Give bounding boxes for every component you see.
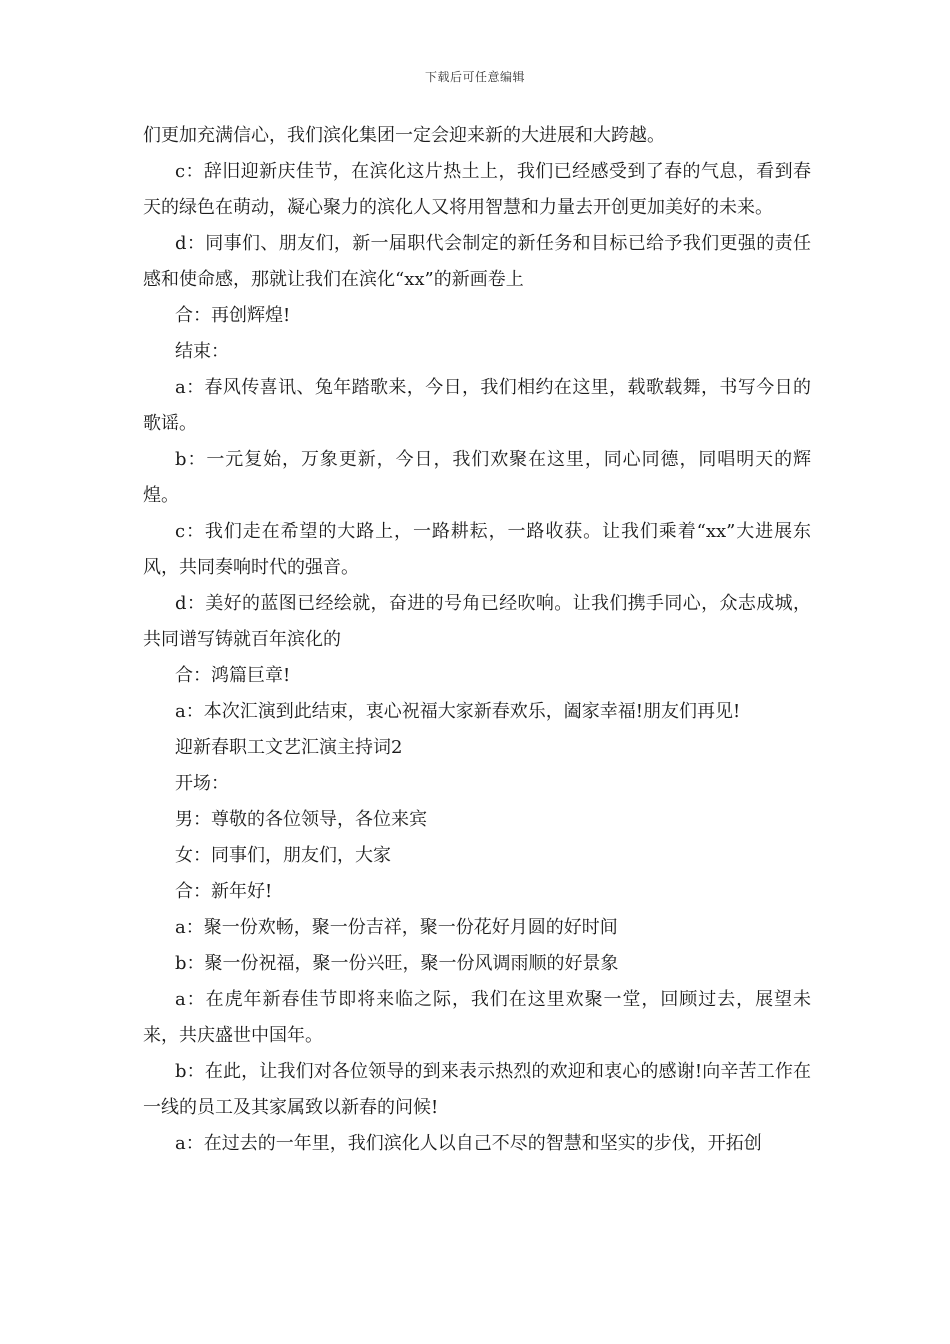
document-title: 迎新春职工文艺汇演主持词2	[175, 737, 403, 758]
paragraph: a：在过去的一年里，我们滨化人以自己不尽的智慧和坚实的步伐，开拓创	[175, 1133, 762, 1154]
paragraph: 男：尊敬的各位领导，各位来宾	[175, 809, 427, 830]
paragraph: c：我们走在希望的大路上，一路耕耘，一路收获。让我们乘着“xx”大进展东风，共同奏响时代的强音。	[143, 521, 811, 578]
paragraph: b：聚一份祝福，聚一份兴旺，聚一份风调雨顺的好景象	[175, 953, 619, 974]
paragraph: b：一元复始，万象更新，今日，我们欢聚在这里，同心同德，同唱明天的辉煌。	[143, 449, 811, 506]
paragraph: 合：再创辉煌!	[175, 305, 291, 326]
paragraph: a：聚一份欢畅，聚一份吉祥，聚一份花好月圆的好时间	[175, 917, 618, 938]
paragraph: 合：鸿篇巨章!	[175, 665, 291, 686]
paragraph: a：在虎年新春佳节即将来临之际，我们在这里欢聚一堂，回顾过去，展望未来，共庆盛世中国年。	[143, 989, 811, 1046]
paragraph: 女：同事们，朋友们，大家	[175, 845, 391, 866]
paragraph: d：同事们、朋友们，新一届职代会制定的新任务和目标已给予我们更强的责任感和使命感，那就让我们在滨化“xx”的新画卷上	[143, 233, 811, 290]
document-body	[143, 118, 811, 1162]
paragraph: 们更加充满信心，我们滨化集团一定会迎来新的大进展和大跨越。	[143, 125, 665, 146]
section-heading: 开场：	[175, 773, 229, 794]
section-heading: 结束：	[175, 341, 229, 362]
paragraph: 合：新年好!	[175, 881, 273, 902]
paragraph: d：美好的蓝图已经绘就，奋进的号角已经吹响。让我们携手同心，众志成城，共同谱写铸就百年滨化的	[143, 593, 811, 650]
paragraph: a：本次汇演到此结束，衷心祝福大家新春欢乐，阖家幸福!朋友们再见!	[175, 701, 741, 722]
page-header: 下载后可任意编辑	[424, 70, 525, 84]
paragraph: c：辞旧迎新庆佳节，在滨化这片热土上，我们已经感受到了春的气息，看到春天的绿色在萌动，凝心聚力的滨化人又将用智慧和力量去开创更加美好的未来。	[143, 161, 811, 218]
paragraph: b：在此，让我们对各位领导的到来表示热烈的欢迎和衷心的感谢!向辛苦工作在一线的员工及其家属致以新春的问候!	[143, 1061, 811, 1118]
paragraph: a：春风传喜讯、兔年踏歌来，今日，我们相约在这里，载歌载舞，书写今日的歌谣。	[143, 377, 811, 434]
